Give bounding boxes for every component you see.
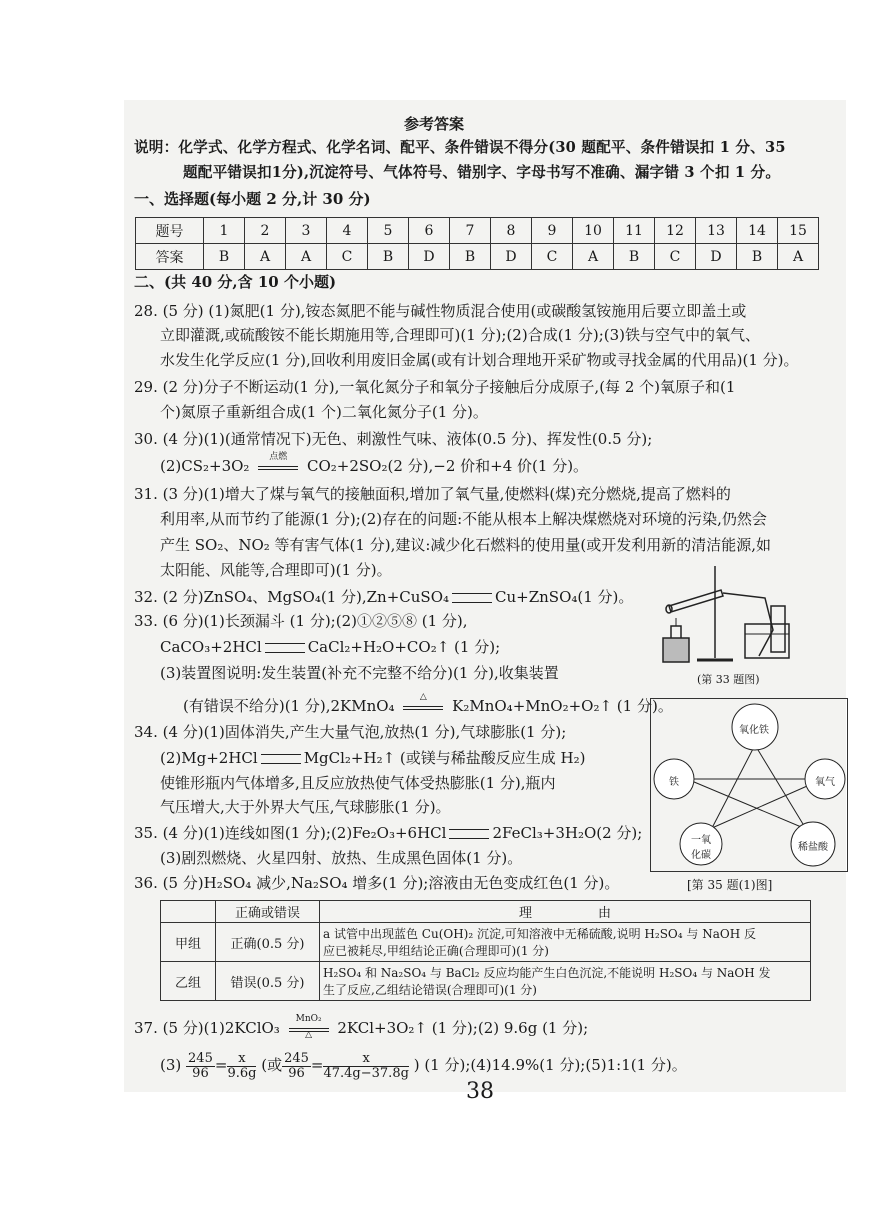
ratio-fraction-2 [227, 1052, 256, 1081]
q33-line-1: 33. (6 分)(1)长颈漏斗 (1 分);(2)①②⑤⑧ (1 分), [134, 612, 468, 630]
numerator: 245 [284, 1050, 309, 1066]
answer-cell: A [573, 244, 614, 270]
answer-cell: D [491, 244, 532, 270]
q30-line-1: 30. (4 分)(1)(通常情况下)无色、刺激性气味、液体(0.5 分)、挥发性(0.5 分); [134, 430, 653, 448]
q32-eq-right: Cu+ZnSO₄(1 分)。 [495, 588, 634, 606]
q30-line-2 [160, 452, 589, 476]
q32-line [134, 587, 633, 607]
numerator: x [323, 1052, 408, 1067]
q33-eq-right: CaCl₂+H₂O+CO₂↑ (1 分); [307, 638, 501, 656]
header-blank [161, 901, 216, 923]
figure-33-caption: (第 33 题图) [697, 673, 760, 686]
answer-cell: B [450, 244, 491, 270]
link-iron-to-acid [687, 779, 806, 829]
q37-eq-left: 37. (5 分)(1)2KClO₃ [134, 1019, 280, 1037]
answer-cell: B [737, 244, 778, 270]
equals-sign [452, 593, 492, 603]
equals-sign [261, 754, 301, 764]
catalyst-label: MnO₂ [295, 1014, 322, 1024]
reason-row-jia [161, 923, 811, 962]
group-yi: 乙组 [161, 962, 216, 1001]
q33-eq2-left: (有错误不给分)(1 分),2KMnO₄ [183, 697, 395, 715]
q29-line-2: 个)氮原子重新组合成(1 个)二氧化氮分子(1 分)。 [160, 403, 488, 421]
node-label-acid: 稀盐酸 [798, 842, 828, 853]
reason-jia-line-1: a 试管中出现蓝色 Cu(OH)₂ 沉淀,可知溶液中无稀硫酸,说明 H₂SO₄ 与 NaOH 反 [323, 927, 756, 941]
figure-35-caption: [第 35 题(1)图] [687, 878, 773, 892]
q31-line-4: 太阳能、风能等,合理即可)(1 分)。 [160, 561, 392, 579]
answer-cell: B [204, 244, 245, 270]
denominator: 9.6g [227, 1065, 257, 1081]
question-number-cell: 8 [491, 218, 532, 244]
q34-line-2 [160, 748, 586, 768]
answer-cell: D [696, 244, 737, 270]
reason-jia-line-2: 应已被耗尽,甲组结论正确(合理即可)(1 分) [323, 944, 549, 958]
question-number-cell: 11 [614, 218, 655, 244]
answer-cell: A [245, 244, 286, 270]
question-number-cell: 5 [368, 218, 409, 244]
page-number: 38 [466, 1079, 494, 1104]
question-number-cell: 4 [327, 218, 368, 244]
answer-cell: B [368, 244, 409, 270]
denominator: 96 [288, 1065, 305, 1081]
q33-eq2-right: K₂MnO₄+MnO₂+O₂↑ (1 分)。 [452, 697, 673, 715]
question-number-cell: 7 [450, 218, 491, 244]
header-judgement: 正确或错误 [216, 901, 320, 923]
condition-arrow [254, 452, 302, 476]
q37-eq-right: 2KCl+3O₂↑ (1 分);(2) 9.6g (1 分); [337, 1019, 589, 1037]
question-number-cell: 2 [245, 218, 286, 244]
q34-line-1: 34. (4 分)(1)固体消失,产生大量气泡,放热(1 分),气球膨胀(1 分); [134, 723, 567, 741]
q31-line-3: 产生 SO₂、NO₂ 等有害气体(1 分),建议:减少化石燃料的使用量(或开发利用新的清洁能源,如 [160, 536, 772, 554]
q31-line-1: 31. (3 分)(1)增大了煤与氧气的接触面积,增加了氧气量,使燃料(煤)充分燃烧,提高了燃料的 [134, 485, 731, 503]
answer-table-number-row [136, 218, 819, 244]
reason-yi-line-2: 生了反应,乙组结论错误(合理即可)(1 分) [323, 983, 537, 997]
question-number-cell: 15 [778, 218, 819, 244]
ratio-fraction-4 [323, 1052, 408, 1081]
heat-label: △ [305, 1030, 313, 1040]
q31-line-2: 利用率,从而节约了能源(1 分);(2)存在的问题:不能从根本上解决煤燃烧对环境的污染,仍然会 [160, 510, 767, 528]
group-jia: 甲组 [161, 923, 216, 962]
q37-line-1 [134, 1014, 589, 1040]
judge-jia: 正确(0.5 分) [216, 923, 320, 962]
answer-table [135, 217, 819, 270]
condition-arrow [285, 1014, 333, 1040]
question-number-cell: 9 [532, 218, 573, 244]
q28-line-3: 水发生化学反应(1 分),回收利用废旧金属(或有计划合理地开采矿物或寻找金属的代用品)(1 分)。 [160, 351, 799, 369]
answer-cell: A [286, 244, 327, 270]
numerator: 245 [188, 1050, 213, 1066]
q37-line-2-rest: ) (1 分);(4)14.9%(1 分);(5)1:1(1 分)。 [413, 1056, 687, 1074]
denominator: 47.4g−37.8g [323, 1065, 409, 1081]
node-label-iron: 铁 [669, 777, 679, 788]
question-number-cell: 13 [696, 218, 737, 244]
question-number-cell: 10 [573, 218, 614, 244]
node-label-oxygen: 氧气 [815, 777, 835, 788]
reason-table-header [161, 901, 811, 923]
question-number-cell: 1 [204, 218, 245, 244]
reason-yi-line-1: H₂SO₄ 和 Na₂SO₄ 与 BaCl₂ 反应均能产生白色沉淀,不能说明 H₂SO₄ 与 NaOH 发 [323, 966, 771, 980]
judge-yi: 错误(0.5 分) [216, 962, 320, 1001]
condition-label: △ [419, 692, 427, 702]
q30-eq-right: CO₂+2SO₂(2 分),−2 价和+4 价(1 分)。 [307, 457, 589, 475]
section2-heading: 二、(共 40 分,含 10 个小题) [134, 273, 337, 291]
answer-cell: C [532, 244, 573, 270]
node-label-iron-oxide: 氧化铁 [739, 725, 769, 736]
q35-line-2: (3)剧烈燃烧、火星四射、放热、生成黑色固体(1 分)。 [160, 849, 523, 867]
q33-line-4 [183, 692, 673, 716]
link-iron-oxide-to-acid [755, 745, 806, 829]
answer-cell: B [614, 244, 655, 270]
q33-line-3: (3)装置图说明:发生装置(补充不完整不给分)(1 分),收集装置 [160, 664, 559, 682]
page-title: 参考答案 [404, 115, 465, 133]
reason-jia [320, 923, 811, 962]
or-label: (或 [261, 1056, 283, 1074]
q37-part3-label: (3) [160, 1056, 182, 1074]
q37-line-2: (3) $\frac{245}{96}$ = $\frac{x}{9.6g}$ (或 $\frac{245}{96}$ = $\frac{x}{47.4g-37.8g}$ ) (1 分);(4)14.9%(1 分);(5)1:1(1 分)。 [160, 1050, 687, 1081]
ratio-fraction-1 [186, 1052, 215, 1081]
condition-arrow [399, 692, 447, 716]
answer-cell: C [327, 244, 368, 270]
answer-cell: D [409, 244, 450, 270]
question-number-cell: 12 [655, 218, 696, 244]
q28-line-2: 立即灌溉,或硫酸铵不能长期施用等,合理即可)(1 分);(2)合成(1 分);(3)铁与空气中的氧气、 [160, 326, 761, 344]
q34-line-4: 气压增大,大于外界大气压,气球膨胀(1 分)。 [160, 798, 451, 816]
q34-line-3: 使锥形瓶内气体增多,且反应放热使气体受热膨胀(1 分),瓶内 [160, 774, 556, 792]
section1-heading-text: 一、选择题(每小题 2 分,计 30 分) [134, 190, 371, 208]
denominator: 96 [192, 1065, 209, 1081]
node-label-co-1: 一氧 [691, 835, 711, 846]
header-reason: 理 由 [320, 901, 811, 923]
q34-eq-left: (2)Mg+2HCl [160, 749, 258, 767]
numerator: x [227, 1052, 256, 1067]
q29-line-1: 29. (2 分)分子不断运动(1 分),一氧化氮分子和氧分子接触后分成原子,(每 2 个)氧原子和(1 [134, 378, 736, 396]
q32-eq-left: 32. (2 分)ZnSO₄、MgSO₄(1 分),Zn+CuSO₄ [134, 588, 450, 606]
equals-sign [265, 643, 305, 653]
reason-table [160, 900, 811, 1001]
answer-cell: C [655, 244, 696, 270]
answer-cell: A [778, 244, 819, 270]
lab-apparatus-figure [655, 560, 805, 668]
ratio-fraction-3 [282, 1052, 311, 1081]
q33-line-2 [160, 637, 500, 657]
q33-eq-left: CaCO₃+2HCl [160, 638, 262, 656]
q30-eq-left: (2)CS₂+3O₂ [160, 457, 250, 475]
reason-yi [320, 962, 811, 1001]
note-line-1: 说明：化学式、化学方程式、化学名词、配平、条件错误不得分(30 题配平、条件错误扣 1 分、35 [134, 139, 786, 156]
question-number-cell: 3 [286, 218, 327, 244]
answer-table-answer-row [136, 244, 819, 270]
q34-eq-right: MgCl₂+H₂↑ (或镁与稀盐酸反应生成 H₂) [303, 749, 586, 767]
figure-35-frame [650, 698, 848, 872]
alcohol-lamp [671, 626, 681, 638]
condition-label: 点燃 [269, 452, 288, 462]
question-number-cell: 6 [409, 218, 450, 244]
q28-line-1: 28. (5 分) (1)氮肥(1 分),铵态氮肥不能与碱性物质混合使用(或碳酸氢铵施用后要立即盖土或 [134, 302, 747, 320]
q35-eq-right: 2FeCl₃+3H₂O(2 分); [492, 824, 643, 842]
note-line-2: 题配平错误扣1分),沉淀符号、气体符号、错别字、字母书写不准确、漏字错 3 个扣 1 分。 [183, 164, 781, 181]
q36-line: 36. (5 分)H₂SO₄ 减少,Na₂SO₄ 增多(1 分);溶液由无色变成红色(1 分)。 [134, 874, 620, 892]
burner-block [663, 638, 689, 662]
q35-line-1 [134, 823, 642, 843]
link-iron-oxide-to-co [712, 745, 755, 828]
question-number-cell: 14 [737, 218, 778, 244]
row-label-question: 题号 [136, 218, 204, 244]
reason-row-yi [161, 962, 811, 1001]
equals-sign [449, 829, 489, 839]
q35-eq-left: 35. (4 分)(1)连线如图(1 分);(2)Fe₂O₃+6HCl [134, 824, 447, 842]
node-label-co-2: 化碳 [691, 850, 711, 861]
row-label-answer: 答案 [136, 244, 204, 270]
